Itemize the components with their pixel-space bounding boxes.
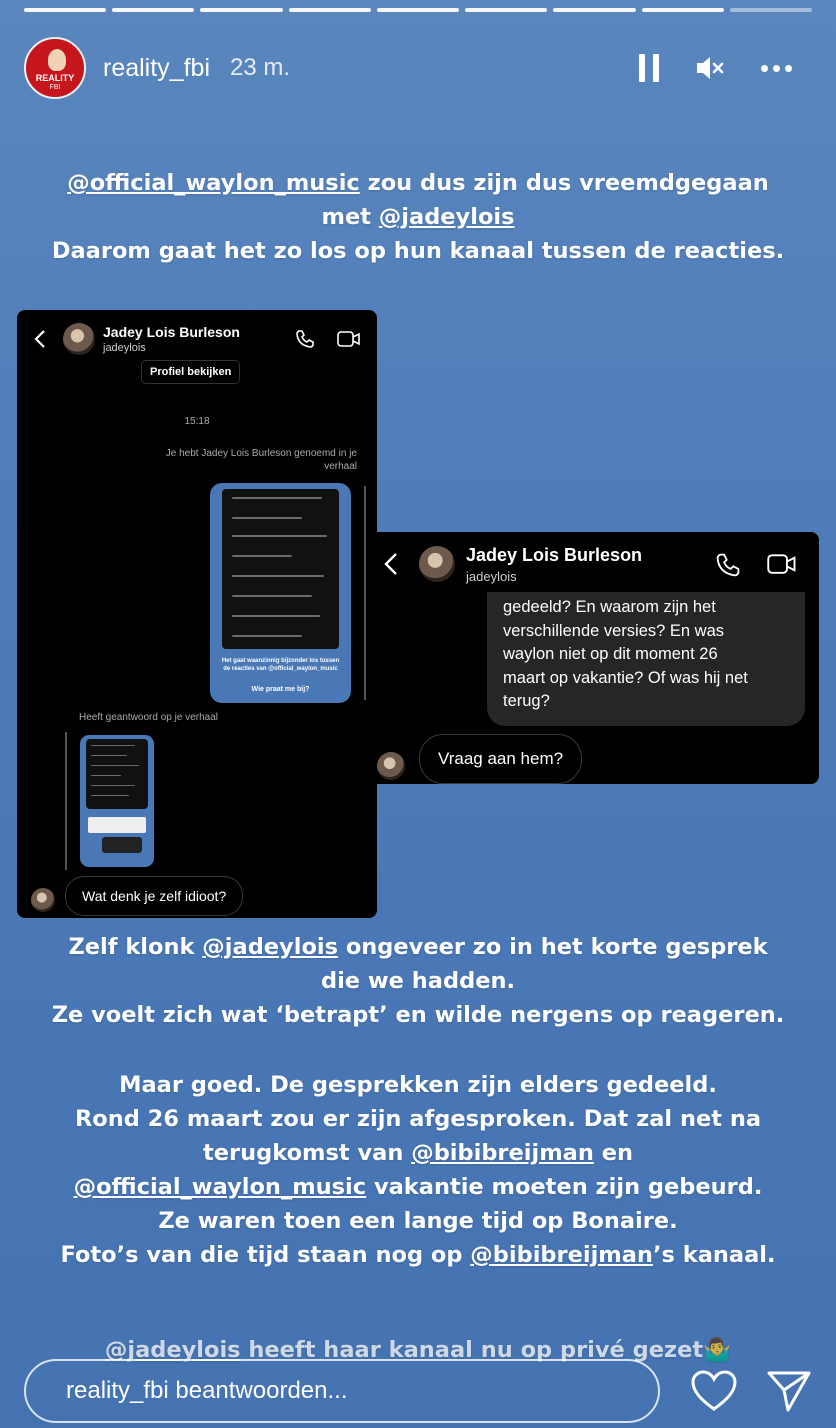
reply-input[interactable]: reality_fbi beantwoorden... [24,1359,660,1423]
story-username[interactable]: reality_fbi [103,53,210,82]
more-options-icon[interactable] [761,65,792,72]
incoming-message-bubble: gedeeld? En waarom zijn het verschillende versies? En was waylon niet op dit moment 26 maart op vakantie? Of was hij net terug? [487,592,805,726]
scroll-indicator [364,486,366,700]
contact-name: Jadey Lois Burleson [466,544,643,565]
story-timestamp: 23 m. [230,54,291,81]
reply-bar [24,1358,812,1424]
contact-avatar-small [377,752,405,780]
progress-segment [730,8,812,12]
story-card-text: Het gaat waanzinnig bijzonder los tussen de reacties van @official_waylon_music [221,658,340,672]
heart-icon[interactable] [690,1369,738,1413]
chat-header [377,532,819,596]
story-caption-bottom: @jadeylois heeft haar kanaal nu op privé gezet🤷‍♂️ [104,1337,732,1363]
progress-segment [289,8,371,12]
story-progress-bar [24,8,812,12]
shared-story-card [210,483,351,703]
mute-icon[interactable] [695,54,725,82]
pause-icon[interactable] [639,54,659,82]
mention-link[interactable]: @jadeylois [104,1337,241,1363]
avatar[interactable] [24,37,86,99]
contact-handle: jadeylois [466,568,517,584]
progress-segment [642,8,724,12]
progress-segment [377,8,459,12]
back-arrow-icon [33,329,47,349]
video-icon [337,330,361,348]
chat-screenshot-right [377,532,819,784]
mention-link[interactable]: @bibibreijman [411,1140,594,1166]
mention-link[interactable]: @jadeylois [202,934,338,960]
replied-label: Heeft geantwoord op je verhaal [79,712,218,723]
story-comments-thumbnail [222,489,339,649]
replied-story-thumbnail [80,735,154,867]
mention-link[interactable]: @bibibreijman [470,1242,653,1268]
avatar-brand-text: REALITY [35,73,75,83]
mention-link[interactable]: @jadeylois [378,204,515,230]
story-caption-top: @official_waylon_music zou dus zijn dus vreemdgegaan met @jadeylois Daarom gaat het zo los op hun kanaal tussen de reacties. [51,170,785,264]
contact-avatar-small [31,888,55,912]
video-icon [767,552,797,576]
phone-icon [715,552,741,578]
story-caption-middle: Zelf klonk @jadeylois ongeveer zo in het korte gesprek die we hadden. Ze voelt zich wat ‘betrapt’ en wilde nergens op reageren. Maar goed. De gesprekken zijn elders gedeeld. Rond 26 maart zou er zijn afgesproken. Dat zal net na terugkomst van @bibibreijman en @official_waylon_music vakantie moeten zijn gebeurd. Ze waren toen een lange tijd op Bonaire. Foto’s van die tijd staan nog op @bibibreijman’s kanaal. [51,934,785,1268]
mention-notice: Je hebt Jadey Lois Burleson genoemd in je verhaal [165,448,357,472]
contact-handle: jadeylois [103,342,146,354]
shrug-emoji: 🤷‍♂️ [703,1337,732,1363]
phone-icon [295,329,315,349]
story-card-question: Wie praat me bij? [251,686,310,693]
contact-avatar [63,323,95,355]
avatar-mascot-icon [48,49,66,71]
chat-screenshot-left [17,310,377,918]
mention-link[interactable]: @official_waylon_music [73,1174,367,1200]
avatar-brand-subtext: FBI [49,84,61,91]
story-header [24,36,812,100]
progress-segment [200,8,282,12]
story-controls [639,54,812,82]
contact-name: Jadey Lois Burleson [103,324,240,340]
send-icon[interactable] [766,1369,812,1413]
progress-segment [112,8,194,12]
contact-avatar [419,546,455,582]
progress-segment [465,8,547,12]
progress-segment [553,8,635,12]
reply-quote-bar [65,732,67,870]
mention-link[interactable]: @official_waylon_music [67,170,360,196]
back-arrow-icon [383,551,399,577]
view-profile-button: Profiel bekijken [141,360,240,384]
progress-segment [24,8,106,12]
chat-timestamp: 15:18 [184,416,210,427]
message-bubble: Vraag aan hem? [419,734,582,784]
message-bubble: Wat denk je zelf idioot? [65,876,243,916]
